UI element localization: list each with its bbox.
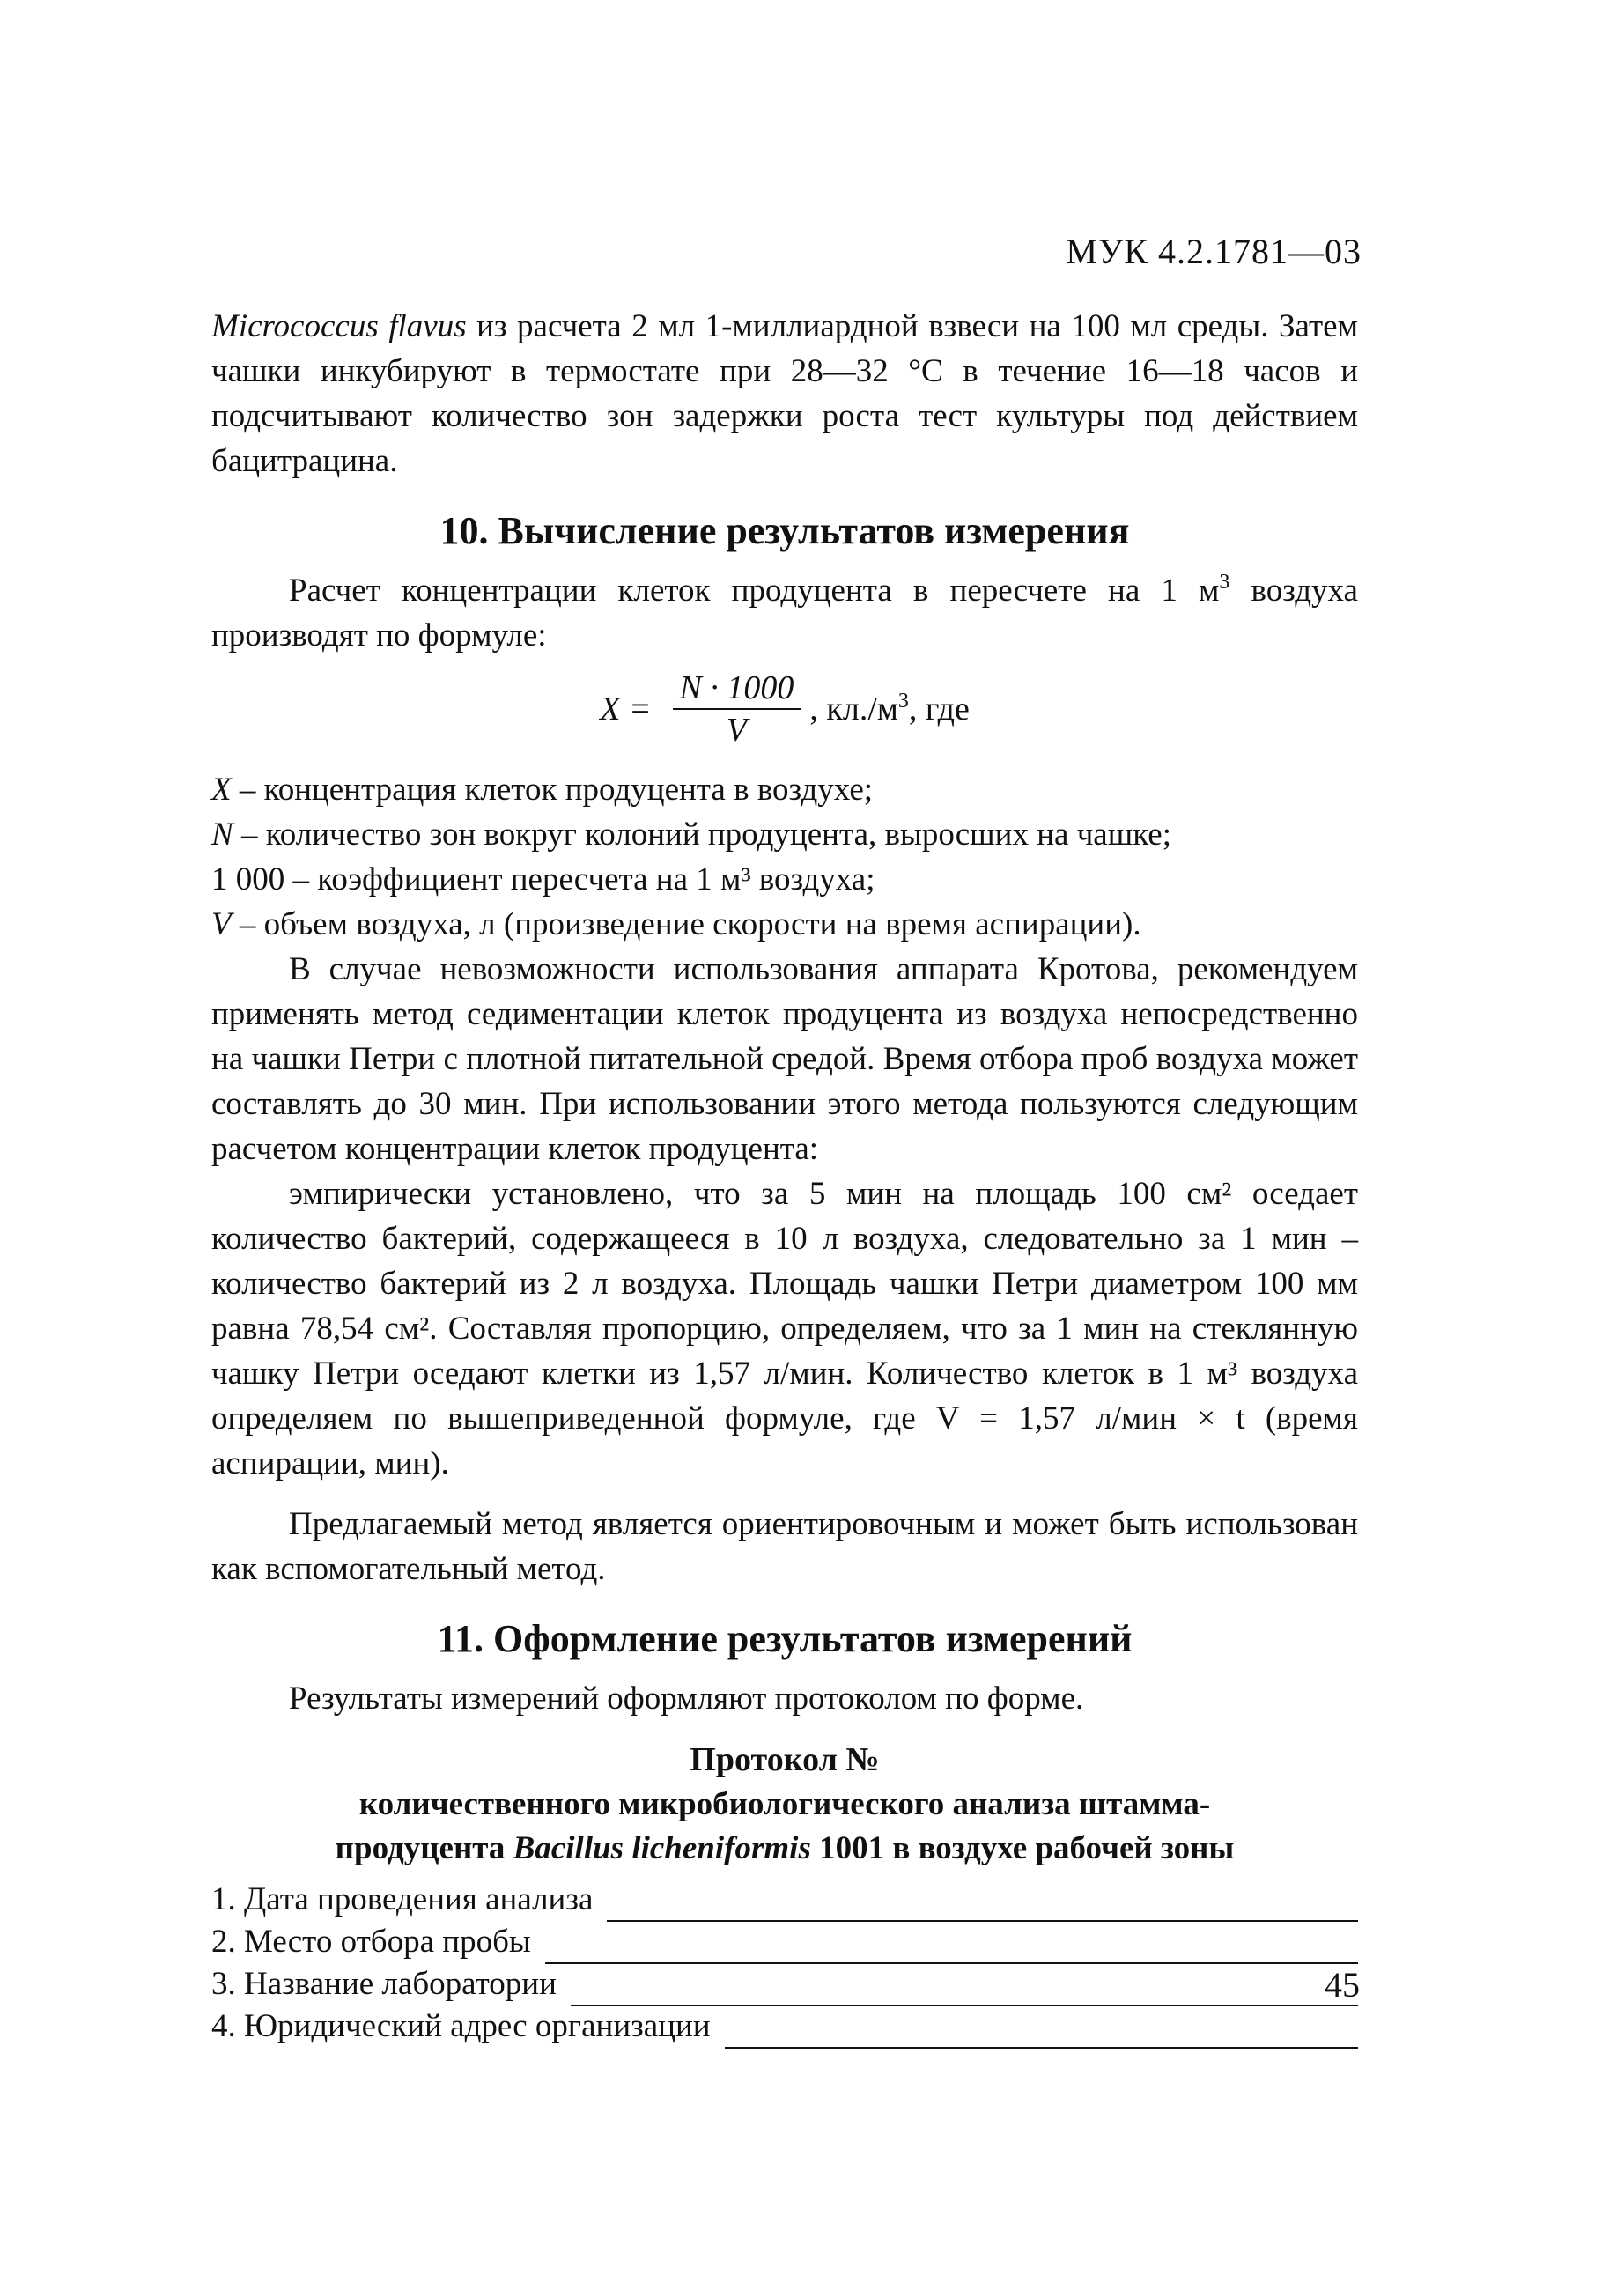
fill-in-line[interactable] bbox=[725, 2020, 1358, 2049]
formula bbox=[211, 661, 1358, 757]
formula-unit-text: , кл./м bbox=[809, 690, 898, 728]
formula-unit bbox=[809, 687, 969, 732]
definition-text: – коэффициент пересчета на 1 м³ воздуха; bbox=[284, 861, 875, 897]
protocol-fields bbox=[211, 1880, 1358, 2049]
definition-symbol: N bbox=[211, 816, 233, 853]
field-label: 1. Дата проведения анализа bbox=[211, 1881, 594, 1917]
definition-text: – количество зон вокруг колоний продуцента, выросших на чашке; bbox=[233, 816, 1171, 853]
field-sampling-place bbox=[211, 1922, 1358, 1964]
intro-paragraph bbox=[211, 304, 1358, 484]
protocol-title: Протокол № bbox=[690, 1741, 880, 1778]
section-11-title: 11. Оформление результатов измерений bbox=[437, 1617, 1133, 1660]
fill-in-line[interactable] bbox=[545, 1936, 1358, 1964]
definition-text: – концентрация клеток продуцента в воздухе; bbox=[231, 772, 874, 808]
formula-numerator: N · 1000 bbox=[673, 668, 801, 710]
field-label: 2. Место отбора пробы bbox=[211, 1924, 531, 1960]
protocol-subtitle-line-2 bbox=[211, 1827, 1358, 1871]
formula-fraction bbox=[673, 668, 801, 750]
definition-n bbox=[211, 812, 1358, 857]
definition-symbol: 1 000 bbox=[211, 861, 285, 897]
intro-text: из расчета 2 мл 1-миллиардной взвеси на 100 мл среды. Затем чашки инкубируют в термостате при 28—32 °С в течение 16—18 часов и подсчитывают количество зон задержки роста тест культуры под действием бацитрацина. bbox=[211, 308, 1358, 479]
formula-lead-text: Расчет концентрации клеток продуцента в пересчете на 1 м bbox=[289, 572, 1220, 609]
formula-denominator: V bbox=[726, 712, 748, 749]
superscript: 3 bbox=[897, 689, 909, 713]
definition-x bbox=[211, 767, 1358, 812]
field-analysis-date bbox=[211, 1880, 1358, 1922]
definition-symbol: V bbox=[211, 906, 232, 942]
definition-symbol: X bbox=[211, 772, 232, 808]
definition-v bbox=[211, 902, 1358, 947]
protocol-subtitle-text: продуцента bbox=[335, 1830, 513, 1866]
protocol-subtitle-text-end: 1001 в воздухе рабочей зоны bbox=[810, 1830, 1235, 1866]
section-10-title: 10. Вычисление результатов измерения bbox=[439, 509, 1130, 552]
protocol-subtitle-line-1: количественного микробиологического анализа штамма- bbox=[358, 1786, 1211, 1822]
page-content bbox=[211, 304, 1358, 2049]
organism-name: Micrococcus flavus bbox=[211, 308, 467, 344]
fill-in-line[interactable] bbox=[607, 1894, 1358, 1922]
definition-text: – объем воздуха, л (произведение скорости на время аспирации). bbox=[231, 906, 1141, 942]
fill-in-line[interactable] bbox=[571, 1978, 1358, 2006]
formula-lead-text-end: воздуха производят по формуле: bbox=[211, 572, 1358, 654]
empirical-paragraph: эмпирически установлено, что за 5 мин на площадь 100 см² оседает количество бактерий, содержащееся в 10 л воздуха, следовательно за 1 мин – количество бактерий из 2 л воздуха. Площадь чашки Петри диаметром 100 мм равна 78,54 см². Составляя пропорцию, определяем, что за 1 мин на стеклянную чашку Петри оседают клетки из 1,57 л/мин. Количество клеток в 1 м³ воздуха определяем по вышеприведенной формуле, где V = 1,57 л/мин × t (время аспирации, мин). bbox=[211, 1176, 1358, 1481]
sedimentation-paragraph: В случае невозможности использования аппарата Кротова, рекомендуем применять метод седиментации клеток продуцента из воздуха непосредственно на чашки Петри с плотной питательной средой. Время отбора проб воздуха может составлять до 30 мин. При использовании этого метода пользуются следующим расчетом концентрации клеток продуцента: bbox=[211, 951, 1358, 1167]
method-note-paragraph: Предлагаемый метод является ориентировочным и может быть использован как вспомогательный метод. bbox=[211, 1506, 1358, 1587]
definition-coefficient bbox=[211, 857, 1358, 902]
field-laboratory-name bbox=[211, 1964, 1358, 2006]
document-code: МУК 4.2.1781—03 bbox=[1066, 232, 1362, 271]
field-label: 3. Название лаборатории bbox=[211, 1966, 557, 2002]
formula-lead bbox=[211, 568, 1358, 658]
page-number: 45 bbox=[1325, 1965, 1360, 2005]
field-label: 4. Юридический адрес организации bbox=[211, 2008, 711, 2044]
superscript: 3 bbox=[1219, 571, 1230, 594]
field-legal-address bbox=[211, 2006, 1358, 2049]
organism-name: Bacillus licheniformis bbox=[513, 1830, 811, 1866]
formula-unit-end: , где bbox=[908, 690, 970, 728]
formula-lhs: X = bbox=[600, 690, 652, 728]
section-11-lead: Результаты измерений оформляют протоколом по форме. bbox=[289, 1680, 1084, 1717]
